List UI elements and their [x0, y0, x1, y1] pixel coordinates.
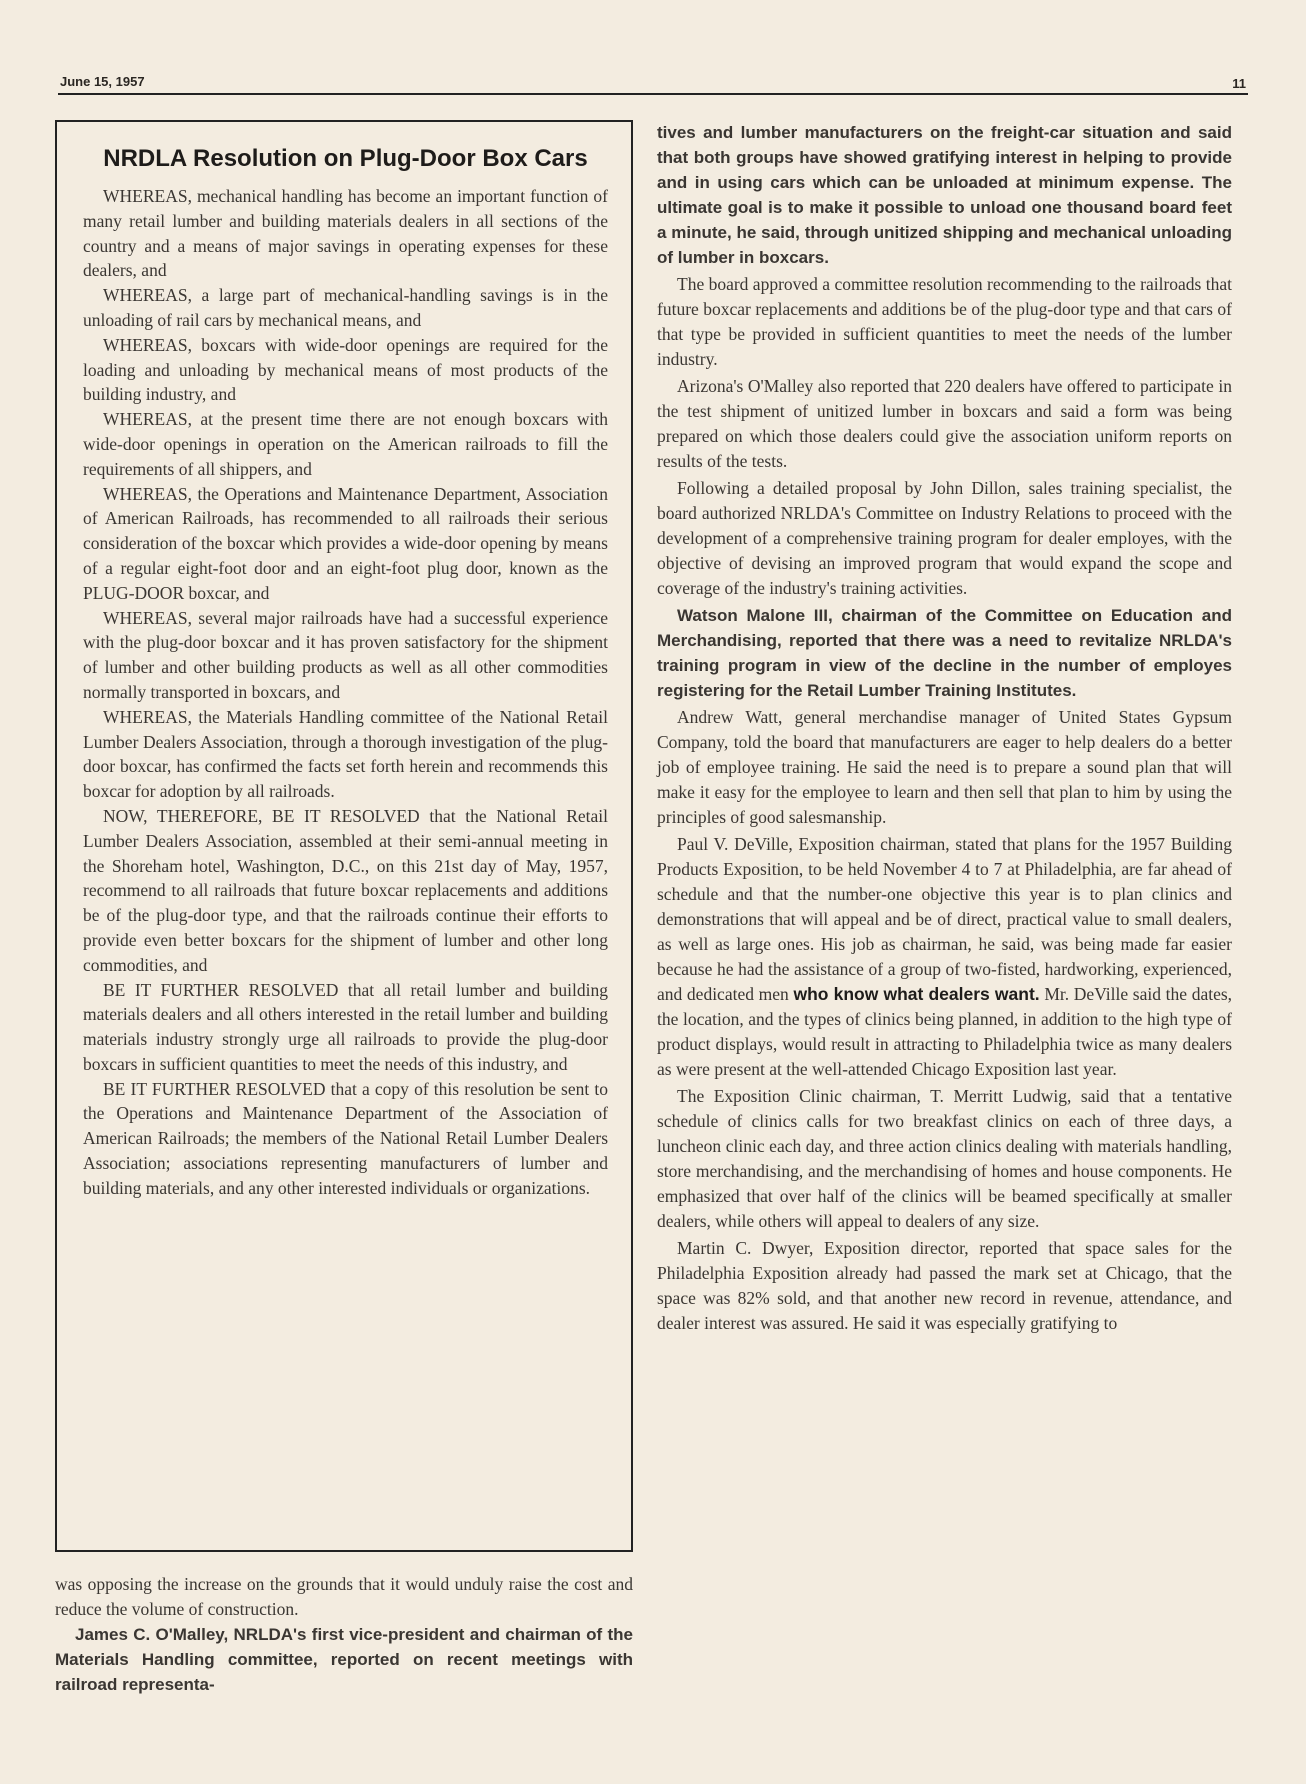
article-paragraph: [657, 832, 1232, 1082]
resolution-paragraph: WHEREAS, a large part of mechanical-handling savings is in the unloading of rail cars by mechanical means, and: [83, 285, 608, 330]
article-paragraph: Arizona's O'Malley also reported that 220 dealers have offered to participate in the test shipment of unitized lumber in boxcars and said a form was being prepared on which those dealers could give the association uniform reports on results of the tests.: [657, 376, 1232, 471]
resolution-paragraph: WHEREAS, mechanical handling has become an important function of many retail lumber and building materials dealers in all sections of the country and a means of major savings in operating expenses for these dealers, and: [83, 186, 608, 281]
article-paragraph: Martin C. Dwyer, Exposition director, reported that space sales for the Philadelphia Exposition already had passed the mark set at Chicago, that the space was 82% sold, and that another new record in revenue, attendance, and dealer interest was assured. He said it was especially gratifying to: [657, 1238, 1232, 1333]
article-paragraph: Andrew Watt, general merchandise manager of United States Gypsum Company, told the board that manufacturers are eager to help dealers do a better job of employee training. He said the need is to prepare a sound plan that will make it easy for the employee to learn and then sell that plan to him by using the principles of good salesmanship.: [657, 707, 1232, 827]
resolution-paragraph: WHEREAS, at the present time there are not enough boxcars with wide-door openings in operation on the American railroads to fill the requirements of all shippers, and: [83, 409, 608, 479]
resolution-box: [55, 120, 633, 1552]
right-column: [657, 120, 1232, 1338]
paragraph-text: Paul V. DeVille, Exposition chairman, stated that plans for the 1957 Building Products Exposition, to be held November 4 to 7 at Philadelphia, are far ahead of schedule and that the number-one objective this year is to plan clinics and demonstrations that will appeal and be of direct, practical value to small dealers, as well as large ones. His job as chairman, he said, was being made far easier because he had the assistance of a group of two-fisted, hardworking, experienced, and dedicated men: [657, 834, 1232, 1004]
resolution-paragraph: WHEREAS, several major railroads have had a successful experience with the plug-door boxcar and it has proven satisfactory for the shipment of lumber and other building products as well as all other commodities normally transported in boxcars, and: [83, 607, 608, 702]
resolution-paragraph: WHEREAS, boxcars with wide-door openings are required for the loading and unloading by mechanical means of most products of the building industry, and: [83, 334, 608, 405]
article-continuation: [55, 1572, 633, 1697]
paragraph-text: Mr. DeVille said the dates, the location, and the types of clinics being planned, in addition to the high type of product displays, would result in attracting to Philadelphia twice as many dealers as were present at the well-attended Chicago Exposition last year.: [657, 984, 1233, 1079]
page-header: [58, 70, 1248, 92]
resolution-paragraph: WHEREAS, the Materials Handling committee of the National Retail Lumber Dealers Association, through a thorough investigation of the plug-door boxcar, has confirmed the facts set forth herein and recommends this boxcar for adoption by all railroads.: [83, 706, 608, 802]
page-number: 11: [1232, 76, 1246, 91]
resolution-paragraph: WHEREAS, the Operations and Maintenance Department, Association of American Railroads, has recommended to all railroads their serious consideration of the boxcar which provides a wide-door opening by means of a regular eight-foot door and an eight-foot plug door, known as the PLUG-DOOR boxcar, and: [83, 483, 608, 603]
resolution-paragraph: NOW, THEREFORE, BE IT RESOLVED that the National Retail Lumber Dealers Association, assembled at their semi-annual meeting in the Shoreham hotel, Washington, D.C., on this 21st day of May, 1957, recommend to all railroads that future boxcar replacements and additions be of the plug-door type, and that the railroads continue their efforts to provide even better boxcars for the shipment of lumber and other long commodities, and: [83, 805, 608, 975]
article-paragraph: was opposing the increase on the grounds that it would unduly raise the cost and reduce the volume of construction.: [55, 1574, 633, 1619]
issue-date: June 15, 1957: [60, 74, 145, 89]
resolution-paragraph: BE IT FURTHER RESOLVED that all retail lumber and building materials dealers and all others interested in the retail lumber and building materials industry strongly urge all railroads to provide the plug-door boxcars in sufficient quantities to meet the needs of this industry, and: [83, 979, 608, 1074]
header-rule: [58, 93, 1248, 95]
emphasis-text: who know what dealers want.: [793, 984, 1040, 1004]
left-column: [55, 120, 633, 1697]
article-paragraph: The Exposition Clinic chairman, T. Merritt Ludwig, said that a tentative schedule of clinics calls for two breakfast clinics on each of three days, a luncheon clinic each day, and three action clinics dealing with materials handling, store merchandising, and the merchandising of homes and house components. He emphasized that over half of the clinics will be beamed specifically at smaller dealers, while others will appeal to dealers of any size.: [657, 1086, 1232, 1231]
article-paragraph: The board approved a committee resolution recommending to the railroads that future boxcar replacements and additions be of the plug-door type and that cars of that type be provided in sufficient quantities to meet the needs of the lumber industry.: [657, 274, 1232, 369]
article-paragraph-bold: Watson Malone III, chairman of the Committee on Education and Merchandising, reported that there was a need to revitalize NRLDA's training program in view of the decline in the number of employes registering for the Retail Lumber Training Institutes.: [657, 606, 1232, 700]
article-paragraph-bold: tives and lumber manufacturers on the freight-car situation and said that both groups have showed gratifying interest in helping to provide and in using cars which can be unloaded at minimum expense. The ultimate goal is to make it possible to unload one thousand board feet a minute, he said, through unitized shipping and mechanical unloading of lumber in boxcars.: [657, 123, 1232, 267]
article-paragraph-bold: James C. O'Malley, NRLDA's first vice-president and chairman of the Materials Handling committee, reported on recent meetings with railroad representa-: [55, 1624, 633, 1694]
resolution-paragraph: BE IT FURTHER RESOLVED that a copy of this resolution be sent to the Operations and Maintenance Department of the Association of American Railroads; the members of the National Retail Lumber Dealers Association; associations representing manufacturers of lumber and building materials, and any other interested individuals or organizations.: [83, 1078, 608, 1198]
resolution-title: NRDLA Resolution on Plug-Door Box Cars: [103, 145, 588, 172]
article-paragraph: Following a detailed proposal by John Dillon, sales training specialist, the board authorized NRLDA's Committee on Industry Relations to proceed with the development of a comprehensive training program for dealer employes, with the objective of devising an improved program that would expand the scope and coverage of the industry's training activities.: [657, 478, 1232, 598]
